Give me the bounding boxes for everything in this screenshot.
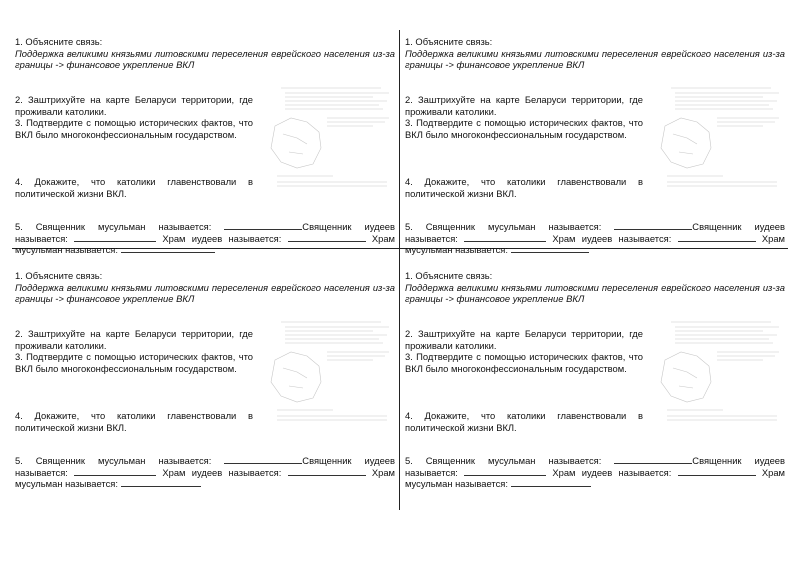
answer-blank[interactable] — [678, 467, 756, 476]
answer-blank[interactable] — [678, 233, 756, 242]
answer-blank[interactable] — [224, 221, 302, 230]
question-3: 3. Подтвердите с помощью исторических фактов, что ВКЛ было многоконфессиональным государством. — [405, 117, 643, 140]
question-5 — [405, 455, 785, 490]
question-5 — [15, 455, 395, 490]
question-5-part-d: Храм мусульман называется: — [405, 232, 785, 255]
question-5-part-c: Храм иудеев называется: — [162, 466, 282, 478]
question-2-3 — [405, 94, 643, 140]
answer-blank[interactable] — [464, 233, 546, 242]
map-thumbnail-image — [263, 82, 395, 190]
answer-blank[interactable] — [121, 478, 201, 487]
map-thumbnail-image — [653, 82, 785, 190]
answer-blank[interactable] — [511, 244, 589, 253]
question-2: 2. Заштрихуйте на карте Беларуси территории, где проживали католики. — [15, 94, 253, 117]
question-5-part-d: Храм мусульман называется: — [15, 466, 395, 489]
answer-blank[interactable] — [511, 478, 591, 487]
question-5-part-c: Храм иудеев называется: — [552, 232, 672, 244]
question-2-3 — [15, 328, 253, 374]
question-5-part-a: 5. Священник мусульман называется: — [15, 221, 212, 232]
question-1-text: Поддержка великими князьями литовскими переселения еврейского населения из-за границы -> финансовое укрепление ВКЛ — [405, 281, 785, 304]
answer-blank[interactable] — [121, 244, 215, 253]
question-5-part-b: Священник иудеев называется: — [405, 221, 785, 244]
question-4: 4. Докажите, что католики главенствовали в политической жизни ВКЛ. — [405, 410, 643, 433]
answer-blank[interactable] — [614, 221, 692, 230]
question-4: 4. Докажите, что католики главенствовали в политической жизни ВКЛ. — [15, 176, 253, 199]
question-5-part-c: Храм иудеев называется: — [552, 466, 672, 478]
question-5-part-a: 5. Священник мусульман называется: — [405, 221, 602, 232]
map-thumbnail-image — [263, 316, 395, 424]
vertical-cut-line — [399, 30, 400, 510]
question-5-part-b: Священник иудеев называется: — [405, 455, 785, 478]
answer-blank[interactable] — [614, 455, 692, 464]
answer-blank[interactable] — [464, 467, 546, 476]
question-2: 2. Заштрихуйте на карте Беларуси территории, где проживали католики. — [405, 328, 643, 351]
question-5-part-b: Священник иудеев называется: — [15, 455, 395, 478]
question-3: 3. Подтвердите с помощью исторических фактов, что ВКЛ было многоконфессиональным государством. — [15, 117, 253, 140]
question-4: 4. Докажите, что католики главенствовали в политической жизни ВКЛ. — [15, 410, 253, 433]
question-2: 2. Заштрихуйте на карте Беларуси территории, где проживали католики. — [15, 328, 253, 351]
question-3: 3. Подтвердите с помощью исторических фактов, что ВКЛ было многоконфессиональным государством. — [405, 351, 643, 374]
question-1-title: 1. Объясните связь: — [15, 270, 103, 281]
question-5-part-d: Храм мусульман называется: — [405, 466, 785, 489]
question-1-text: Поддержка великими князьями литовскими переселения еврейского населения из-за границы -> финансовое укрепление ВКЛ — [15, 47, 395, 70]
question-5-part-a: 5. Священник мусульман называется: — [15, 455, 212, 466]
question-1-text: Поддержка великими князьями литовскими переселения еврейского населения из-за границы -> финансовое укрепление ВКЛ — [15, 281, 395, 304]
question-2-3 — [405, 328, 643, 374]
question-1-title: 1. Объясните связь: — [405, 36, 493, 47]
question-1 — [15, 270, 395, 305]
question-1-text: Поддержка великими князьями литовскими переселения еврейского населения из-за границы -> финансовое укрепление ВКЛ — [405, 47, 785, 70]
question-1 — [15, 36, 395, 71]
answer-blank[interactable] — [74, 233, 156, 242]
question-2: 2. Заштрихуйте на карте Беларуси территории, где проживали католики. — [405, 94, 643, 117]
question-5 — [15, 221, 395, 256]
question-5 — [405, 221, 785, 256]
question-5-part-c: Храм иудеев называется: — [162, 232, 282, 244]
question-1 — [405, 270, 785, 305]
question-2-3 — [15, 94, 253, 140]
question-5-part-a: 5. Священник мусульман называется: — [405, 455, 602, 466]
question-5-part-b: Священник иудеев называется: — [15, 221, 395, 244]
answer-blank[interactable] — [224, 455, 302, 464]
question-1 — [405, 36, 785, 71]
question-1-title: 1. Объясните связь: — [405, 270, 493, 281]
question-1-title: 1. Объясните связь: — [15, 36, 103, 47]
answer-blank[interactable] — [288, 233, 366, 242]
question-3: 3. Подтвердите с помощью исторических фактов, что ВКЛ было многоконфессиональным государством. — [15, 351, 253, 374]
answer-blank[interactable] — [288, 467, 366, 476]
question-4: 4. Докажите, что католики главенствовали в политической жизни ВКЛ. — [405, 176, 643, 199]
answer-blank[interactable] — [74, 467, 156, 476]
question-5-part-d: Храм мусульман называется: — [15, 232, 395, 255]
map-thumbnail-image — [653, 316, 785, 424]
